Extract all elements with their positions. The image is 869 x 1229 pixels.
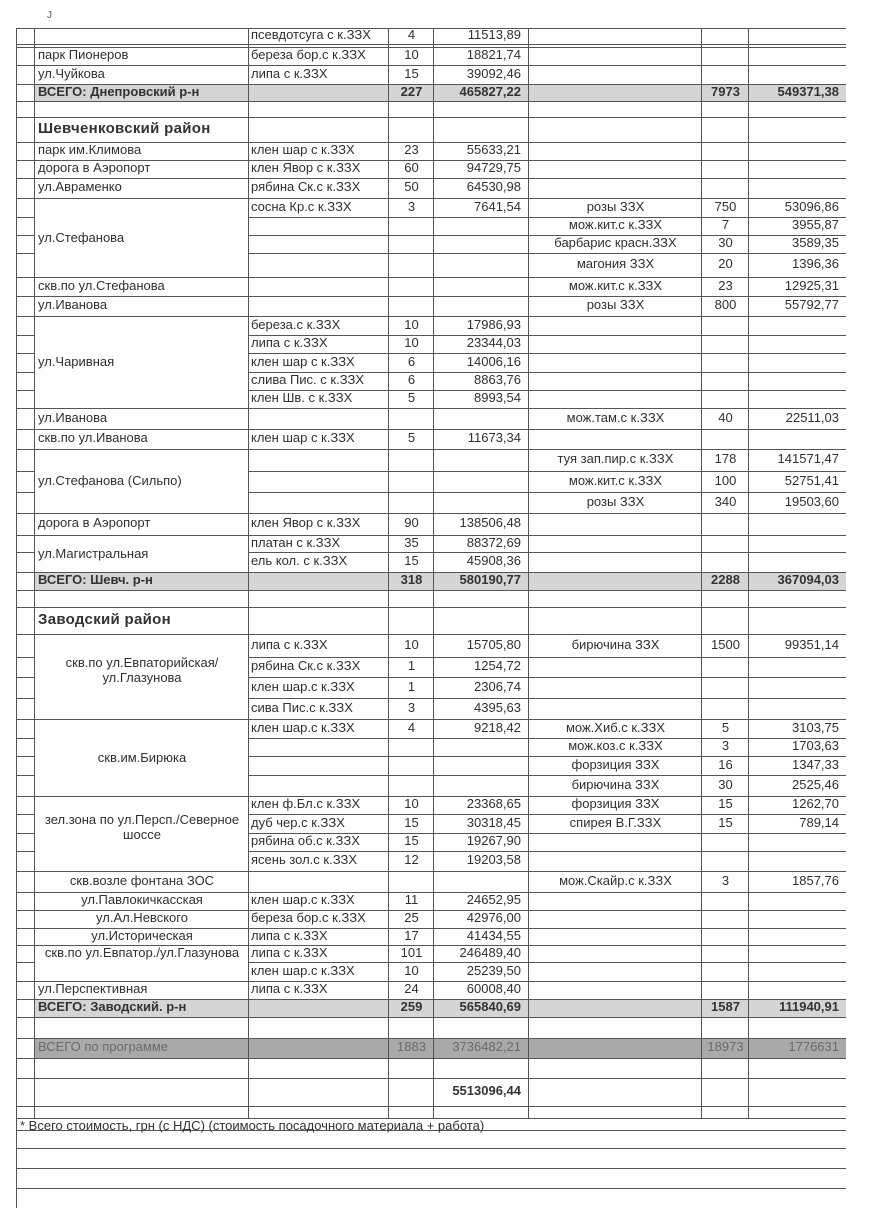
shrub-qty-cell: 7 bbox=[721, 218, 730, 232]
tree-species-cell: клен ф.Бл.с к.ЗЗХ bbox=[251, 797, 361, 811]
shrub-qty-cell: 30 bbox=[718, 778, 733, 792]
location-cell: ул.Ал.Невского bbox=[96, 911, 188, 925]
tree-sum-cell: 7641,54 bbox=[474, 200, 521, 214]
district-total-shrub-qty-cell: 1587 bbox=[711, 1000, 740, 1014]
tree-qty-cell: 6 bbox=[407, 355, 416, 369]
shrub-sum-cell: 53096,86 bbox=[784, 200, 839, 214]
tree-qty-cell: 15 bbox=[404, 67, 419, 81]
shrub-sum-cell: 12925,31 bbox=[784, 279, 839, 293]
shrub-species-cell: мож.кит.с к.ЗЗХ bbox=[568, 279, 663, 293]
shrub-qty-cell: 178 bbox=[714, 452, 737, 466]
tree-sum-cell: 8863,76 bbox=[474, 373, 521, 387]
district-total-tree-sum-cell: 565840,69 bbox=[459, 1000, 521, 1014]
tree-sum-cell: 2306,74 bbox=[474, 680, 521, 694]
location-cell: ул.Историческая bbox=[91, 929, 193, 943]
tree-species-cell: клен шар с к.ЗЗХ bbox=[251, 431, 355, 445]
tree-species-cell: слива Пис. с к.ЗЗХ bbox=[251, 373, 365, 387]
tree-species-cell: клен Явор с к.ЗЗХ bbox=[251, 516, 361, 530]
tree-qty-cell: 60 bbox=[404, 161, 419, 175]
location-cell: дорога в Аэропорт bbox=[38, 161, 151, 175]
tree-sum-cell: 11673,34 bbox=[467, 431, 521, 445]
tree-sum-cell: 15705,80 bbox=[466, 638, 521, 652]
shrub-species-cell: бирючина ЗЗХ bbox=[571, 778, 660, 792]
tree-qty-cell: 10 bbox=[404, 318, 419, 332]
tree-sum-cell: 24652,95 bbox=[466, 893, 521, 907]
shrub-species-cell: туя зап.пир.с к.ЗЗХ bbox=[557, 452, 674, 466]
location-cell: ул.Чуйкова bbox=[38, 67, 105, 81]
program-total-shrub-qty-cell: 18973 bbox=[707, 1040, 744, 1054]
shrub-qty-cell: 23 bbox=[718, 279, 733, 293]
shrub-qty-cell: 800 bbox=[714, 298, 737, 312]
tree-species-cell: липа с к.ЗЗХ bbox=[251, 67, 328, 81]
tree-qty-cell: 17 bbox=[404, 929, 419, 943]
tree-species-cell: сива Пис.с к.ЗЗХ bbox=[251, 701, 353, 715]
district-total-location-cell: ВСЕГО: Шевч. р-н bbox=[38, 573, 153, 587]
shrub-qty-cell: 20 bbox=[718, 257, 733, 271]
location-cell: скв.им.Бирюка bbox=[97, 751, 187, 765]
shrub-qty-cell: 100 bbox=[714, 474, 737, 488]
shrub-species-cell: спирея В.Г.ЗЗХ bbox=[569, 816, 662, 830]
district-total-tree-qty-cell: 318 bbox=[400, 573, 423, 587]
tree-sum-cell: 45908,36 bbox=[466, 554, 521, 568]
tree-qty-cell: 3 bbox=[407, 701, 416, 715]
tree-sum-cell: 39092,46 bbox=[466, 67, 521, 81]
location-cell: ул.Стефанова (Сильпо) bbox=[38, 474, 182, 488]
location-cell: парк им.Климова bbox=[38, 143, 142, 157]
shrub-sum-cell: 3955,87 bbox=[792, 218, 839, 232]
district-header: Шевченковский район bbox=[38, 122, 211, 137]
tree-species-cell: клен шар с к.ЗЗХ bbox=[251, 355, 355, 369]
tree-species-cell: липа с к.ЗЗХ bbox=[251, 929, 328, 943]
tree-qty-cell: 3 bbox=[407, 200, 416, 214]
location-cell: скв.по ул.Евпаторийская/ул.Глазунова bbox=[65, 654, 219, 685]
tree-qty-cell: 4 bbox=[407, 721, 416, 735]
corner-mark: J bbox=[47, 10, 52, 21]
tree-sum-cell: 23368,65 bbox=[466, 797, 521, 811]
shrub-qty-cell: 5 bbox=[721, 721, 730, 735]
tree-sum-cell: 19203,58 bbox=[466, 853, 521, 867]
district-total-location-cell: ВСЕГО: Днепровский р-н bbox=[38, 85, 200, 99]
tree-species-cell: дуб чер.с к.ЗЗХ bbox=[251, 816, 345, 830]
program-total-tree-sum-cell: 3736482,21 bbox=[452, 1040, 521, 1054]
tree-sum-cell: 41434,55 bbox=[466, 929, 521, 943]
tree-species-cell: липа с к.ЗЗХ bbox=[251, 982, 328, 996]
shrub-species-cell: розы ЗЗХ bbox=[586, 495, 645, 509]
tree-qty-cell: 24 bbox=[404, 982, 419, 996]
location-cell: скв.возле фонтана ЗОС bbox=[69, 874, 215, 888]
tree-qty-cell: 15 bbox=[404, 554, 419, 568]
shrub-sum-cell: 1396,36 bbox=[792, 257, 839, 271]
shrub-qty-cell: 30 bbox=[718, 236, 733, 250]
district-total-shrub-sum-cell: 111940,91 bbox=[778, 1000, 839, 1014]
tree-sum-cell: 42976,00 bbox=[466, 911, 521, 925]
location-cell: скв.по ул.Евпатор./ул.Глазунова bbox=[44, 945, 240, 960]
district-total-tree-qty-cell: 227 bbox=[400, 85, 423, 99]
tree-sum-cell: 1254,72 bbox=[474, 659, 521, 673]
location-cell: ул.Иванова bbox=[38, 298, 108, 312]
district-total-shrub-sum-cell: 367094,03 bbox=[777, 573, 839, 587]
tree-species-cell: береза бор.с к.ЗЗХ bbox=[251, 48, 366, 62]
tree-qty-cell: 5 bbox=[407, 431, 416, 445]
tree-qty-cell: 10 bbox=[404, 336, 419, 350]
tree-sum-cell: 23344,03 bbox=[466, 336, 521, 350]
tree-qty-cell: 5 bbox=[407, 391, 416, 405]
tree-sum-cell: 30318,45 bbox=[466, 816, 521, 830]
shrub-sum-cell: 2525,46 bbox=[792, 778, 839, 792]
shrub-qty-cell: 40 bbox=[718, 411, 733, 425]
tree-qty-cell: 101 bbox=[400, 946, 423, 960]
tree-qty-cell: 1 bbox=[407, 659, 416, 673]
district-total-shrub-qty-cell: 2288 bbox=[711, 573, 740, 587]
tree-qty-cell: 10 bbox=[404, 638, 419, 652]
tree-sum-cell: 88372,69 bbox=[466, 536, 521, 550]
location-cell: ул.Чаривная bbox=[38, 355, 115, 369]
footnote: * Всего стоимость, грн (с НДС) (стоимость посадочного материала + работа) bbox=[20, 1118, 485, 1133]
shrub-sum-cell: 52751,41 bbox=[784, 474, 839, 488]
tree-species-cell: сосна Кр.с к.ЗЗХ bbox=[251, 200, 352, 214]
shrub-sum-cell: 1347,33 bbox=[792, 758, 839, 772]
tree-species-cell: клен Шв. с к.ЗЗХ bbox=[251, 391, 353, 405]
shrub-species-cell: розы ЗЗХ bbox=[586, 298, 645, 312]
shrub-sum-cell: 99351,14 bbox=[784, 638, 839, 652]
shrub-sum-cell: 3589,35 bbox=[792, 236, 839, 250]
shrub-species-cell: барбарис красн.ЗЗХ bbox=[554, 236, 677, 250]
shrub-species-cell: мож.коз.с к.ЗЗХ bbox=[568, 739, 663, 753]
tree-species-cell: клен шар с к.ЗЗХ bbox=[251, 143, 355, 157]
district-total-location-cell: ВСЕГО: Заводский. р-н bbox=[38, 1000, 187, 1014]
tree-sum-cell: 246489,40 bbox=[459, 946, 521, 960]
tree-sum-cell: 55633,21 bbox=[466, 143, 521, 157]
tree-sum-cell: 8993,54 bbox=[474, 391, 521, 405]
shrub-sum-cell: 1703,63 bbox=[792, 739, 839, 753]
shrub-sum-cell: 3103,75 bbox=[792, 721, 839, 735]
tree-qty-cell: 6 bbox=[407, 373, 416, 387]
tree-species-cell: ясень зол.с к.ЗЗХ bbox=[251, 853, 358, 867]
shrub-species-cell: форзиция ЗЗХ bbox=[571, 758, 660, 772]
tree-species-cell: клен шар.с к.ЗЗХ bbox=[251, 680, 355, 694]
tree-sum-cell: 25239,50 bbox=[466, 964, 521, 978]
program-total-tree-qty-cell: 1883 bbox=[397, 1040, 426, 1054]
district-total-tree-sum-cell: 580190,77 bbox=[459, 573, 521, 587]
location-cell: скв.по ул.Иванова bbox=[38, 431, 148, 445]
tree-sum-cell: 5513096,44 bbox=[452, 1084, 521, 1098]
tree-species-cell: липа с к.ЗЗХ bbox=[251, 638, 328, 652]
tree-qty-cell: 50 bbox=[404, 180, 419, 194]
tree-sum-cell: 64530,98 bbox=[466, 180, 521, 194]
shrub-species-cell: мож.Скайр.с к.ЗЗХ bbox=[559, 874, 672, 888]
tree-species-cell: береза.с к.ЗЗХ bbox=[251, 318, 341, 332]
tree-sum-cell: 18821,74 bbox=[466, 48, 521, 62]
tree-qty-cell: 23 bbox=[404, 143, 419, 157]
tree-sum-cell: 9218,42 bbox=[474, 721, 521, 735]
district-total-shrub-sum-cell: 549371,38 bbox=[777, 85, 839, 99]
tree-qty-cell: 12 bbox=[404, 853, 419, 867]
shrub-sum-cell: 55792,77 bbox=[784, 298, 839, 312]
shrub-sum-cell: 1857,76 bbox=[792, 874, 839, 888]
shrub-species-cell: розы ЗЗХ bbox=[586, 200, 645, 214]
tree-species-cell: рябина Ск.с к.ЗЗХ bbox=[251, 180, 361, 194]
tree-qty-cell: 15 bbox=[404, 816, 419, 830]
shrub-sum-cell: 141571,47 bbox=[777, 452, 839, 466]
shrub-sum-cell: 22511,03 bbox=[785, 411, 839, 425]
shrub-qty-cell: 1500 bbox=[711, 638, 740, 652]
planting-program-table bbox=[16, 28, 846, 1208]
location-cell: зел.зона по ул.Персп./Северное шоссе bbox=[44, 811, 240, 842]
shrub-species-cell: магония ЗЗХ bbox=[576, 257, 655, 271]
tree-sum-cell: 11513,89 bbox=[467, 28, 521, 42]
shrub-sum-cell: 1262,70 bbox=[792, 797, 839, 811]
tree-sum-cell: 19267,90 bbox=[466, 834, 521, 848]
tree-qty-cell: 11 bbox=[404, 893, 419, 907]
location-cell: ул.Магистральная bbox=[38, 547, 149, 561]
tree-sum-cell: 60008,40 bbox=[466, 982, 521, 996]
tree-species-cell: рябина об.с к.ЗЗХ bbox=[251, 834, 360, 848]
shrub-qty-cell: 750 bbox=[714, 200, 737, 214]
location-cell: ул.Стефанова bbox=[38, 231, 125, 245]
shrub-sum-cell: 19503,60 bbox=[784, 495, 839, 509]
tree-species-cell: клен шар.с к.ЗЗХ bbox=[251, 964, 355, 978]
tree-species-cell: клен Явор с к.ЗЗХ bbox=[251, 161, 361, 175]
shrub-qty-cell: 340 bbox=[714, 495, 737, 509]
tree-species-cell: липа с к.ЗЗХ bbox=[251, 946, 328, 960]
location-cell: скв.по ул.Стефанова bbox=[38, 279, 165, 293]
tree-sum-cell: 4395,63 bbox=[474, 701, 521, 715]
location-cell: дорога в Аэропорт bbox=[38, 516, 151, 530]
tree-sum-cell: 138506,48 bbox=[459, 516, 521, 530]
shrub-species-cell: мож.кит.с к.ЗЗХ bbox=[568, 218, 663, 232]
location-cell: ул.Перспективная bbox=[38, 982, 148, 996]
tree-qty-cell: 35 bbox=[404, 536, 419, 550]
tree-sum-cell: 94729,75 bbox=[466, 161, 521, 175]
tree-qty-cell: 10 bbox=[404, 48, 419, 62]
tree-qty-cell: 25 bbox=[404, 911, 419, 925]
tree-species-cell: рябина Ск.с к.ЗЗХ bbox=[251, 659, 361, 673]
shrub-species-cell: мож.там.с к.ЗЗХ bbox=[566, 411, 665, 425]
tree-qty-cell: 10 bbox=[404, 797, 419, 811]
location-cell: ул.Павлокичкасская bbox=[81, 893, 203, 907]
tree-species-cell: платан с к.ЗЗХ bbox=[251, 536, 341, 550]
shrub-qty-cell: 15 bbox=[718, 816, 733, 830]
shrub-qty-cell: 3 bbox=[721, 739, 730, 753]
district-total-tree-sum-cell: 465827,22 bbox=[459, 85, 521, 99]
program-total-shrub-sum-cell: 1776631 bbox=[788, 1040, 839, 1054]
tree-sum-cell: 17986,93 bbox=[466, 318, 521, 332]
tree-qty-cell: 4 bbox=[407, 28, 416, 42]
location-cell: ул.Авраменко bbox=[38, 180, 122, 194]
tree-species-cell: клен шар.с к.ЗЗХ bbox=[251, 721, 355, 735]
location-cell: ул.Иванова bbox=[38, 411, 108, 425]
tree-species-cell: клен шар.с к.ЗЗХ bbox=[251, 893, 355, 907]
shrub-species-cell: форзиция ЗЗХ bbox=[571, 797, 660, 811]
shrub-qty-cell: 16 bbox=[718, 758, 733, 772]
district-total-shrub-qty-cell: 7973 bbox=[711, 85, 740, 99]
tree-sum-cell: 14006,16 bbox=[466, 355, 521, 369]
shrub-qty-cell: 15 bbox=[718, 797, 733, 811]
shrub-species-cell: бирючина ЗЗХ bbox=[571, 638, 660, 652]
shrub-sum-cell: 789,14 bbox=[799, 816, 839, 830]
tree-species-cell: береза бор.с к.ЗЗХ bbox=[251, 911, 366, 925]
tree-qty-cell: 1 bbox=[407, 680, 416, 694]
shrub-species-cell: мож.Хиб.с к.ЗЗХ bbox=[565, 721, 666, 735]
district-total-tree-qty-cell: 259 bbox=[400, 1000, 423, 1014]
shrub-qty-cell: 3 bbox=[721, 874, 730, 888]
tree-qty-cell: 15 bbox=[404, 834, 419, 848]
location-cell: парк Пионеров bbox=[38, 48, 129, 62]
tree-qty-cell: 10 bbox=[404, 964, 419, 978]
district-header: Заводский район bbox=[38, 613, 171, 628]
tree-species-cell: псевдотсуга с к.ЗЗХ bbox=[251, 28, 371, 42]
tree-species-cell: ель кол. с к.ЗЗХ bbox=[251, 554, 348, 568]
tree-qty-cell: 90 bbox=[404, 516, 419, 530]
tree-species-cell: липа с к.ЗЗХ bbox=[251, 336, 328, 350]
shrub-species-cell: мож.кит.с к.ЗЗХ bbox=[568, 474, 663, 488]
program-total-location-cell: ВСЕГО по программе bbox=[38, 1040, 169, 1054]
